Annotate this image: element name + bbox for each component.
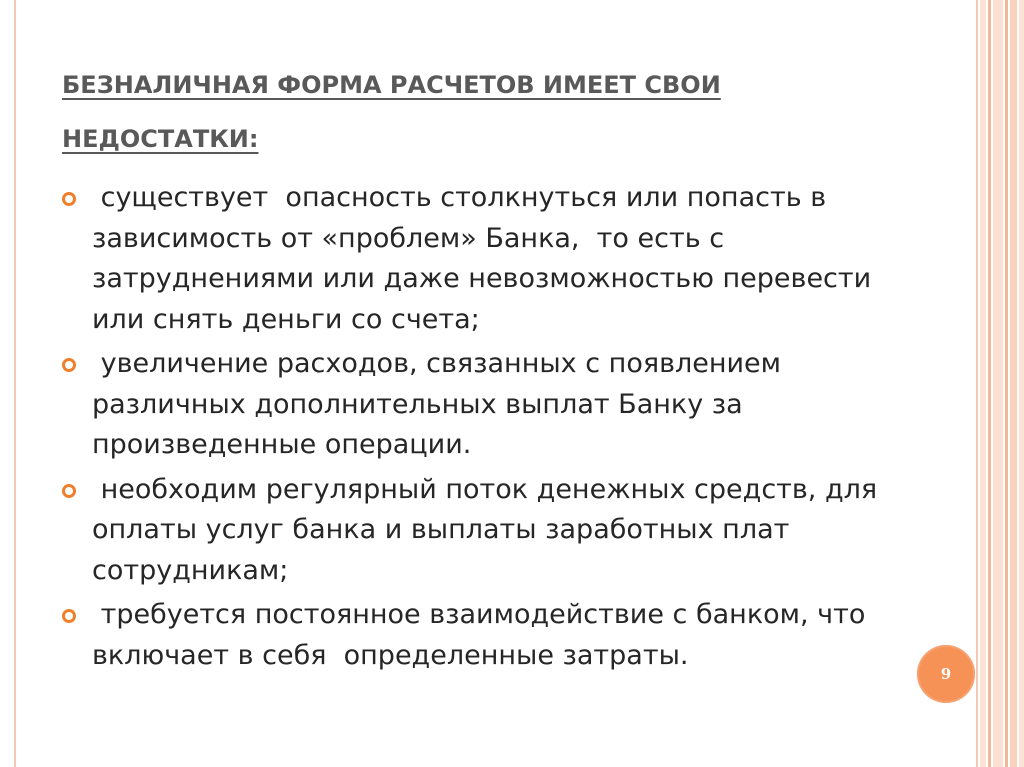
slide-title bbox=[62, 58, 922, 166]
stripe bbox=[980, 0, 986, 767]
circle-bullet-icon bbox=[62, 484, 76, 498]
bullet-text: необходим регулярный поток денежных средств, для оплаты услуг банка и выплаты заработных плат сотрудникам; bbox=[92, 473, 886, 586]
circle-bullet-icon bbox=[62, 192, 76, 206]
title-line-1: БЕЗНАЛИЧНАЯ ФОРМА РАСЧЕТОВ ИМЕЕТ СВОИ bbox=[62, 71, 721, 99]
title-line-2: НЕДОСТАТКИ: bbox=[62, 125, 259, 153]
circle-bullet-icon bbox=[62, 609, 76, 623]
bullet-text: увеличение расходов, связанных с появлением различных дополнительных выплат Банку за произведенные операции. bbox=[92, 348, 790, 460]
list-item bbox=[62, 344, 922, 466]
page-number-badge bbox=[917, 645, 975, 703]
list-item bbox=[62, 470, 922, 592]
stripe bbox=[1005, 0, 1008, 767]
stripe bbox=[1019, 0, 1024, 767]
bullet-list bbox=[62, 178, 922, 680]
stripe bbox=[993, 0, 1003, 767]
list-item bbox=[62, 595, 922, 676]
circle-bullet-icon bbox=[62, 358, 76, 372]
page-number: 9 bbox=[940, 665, 952, 683]
stripe bbox=[988, 0, 991, 767]
bullet-text: требуется постоянное взаимодействие с банком, что включает в себя определенные затраты. bbox=[92, 599, 874, 671]
stripe bbox=[1010, 0, 1017, 767]
list-item bbox=[62, 178, 922, 340]
bullet-text: существует опасность столкнуться или попасть в зависимость от «проблем» Банка, то есть с затруднениями или даже невозможностью перевести или снять деньги со счета; bbox=[92, 182, 880, 335]
